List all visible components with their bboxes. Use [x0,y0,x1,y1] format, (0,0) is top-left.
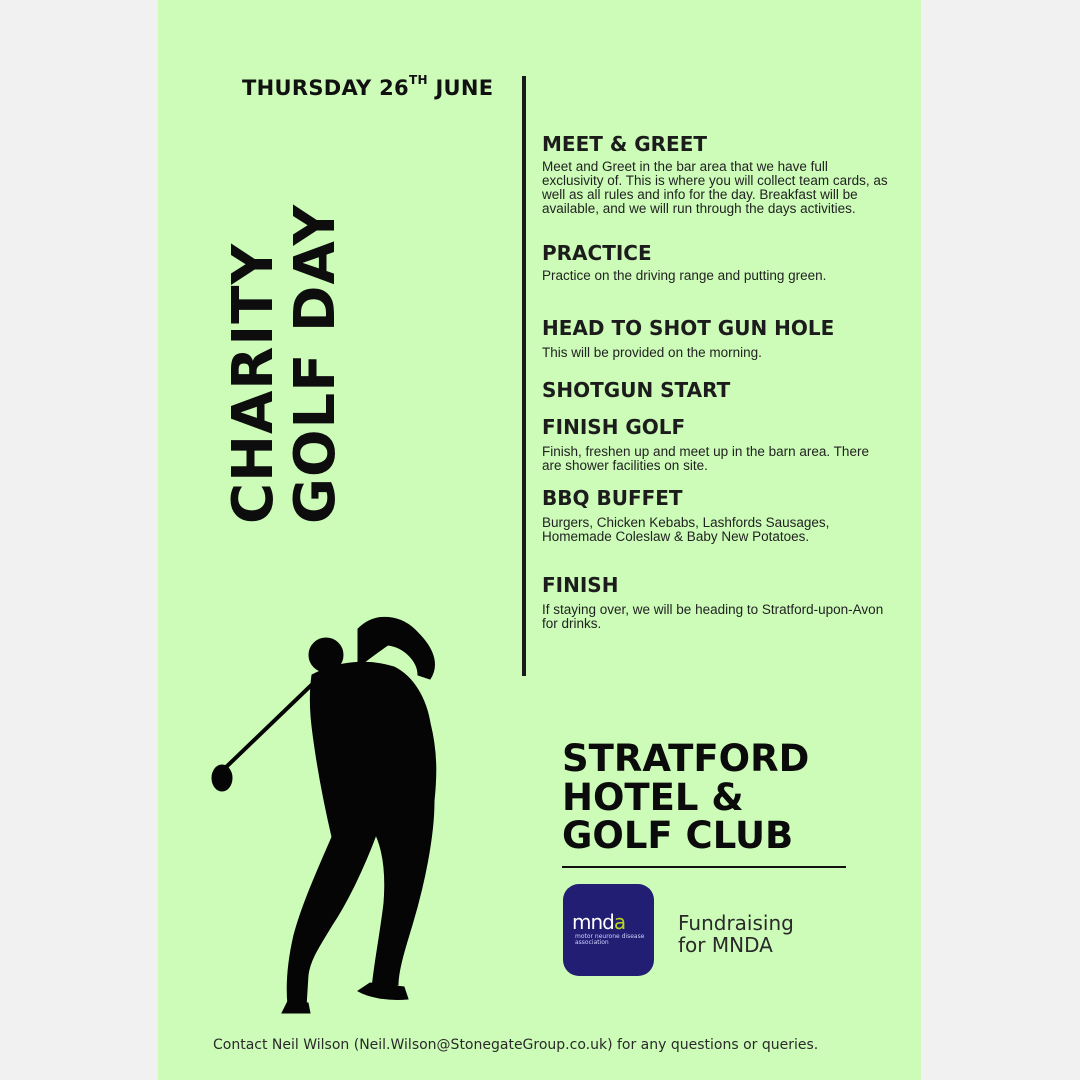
timeline-divider [522,76,526,676]
title-line-2: GOLF DAY [283,203,348,525]
mnda-logo-word: mnda [572,910,626,934]
venue-divider [562,866,846,868]
schedule-description: Practice on the driving range and putting green. [542,268,827,283]
poster [158,0,921,1080]
venue-line-1: STRATFORD [562,737,810,780]
contact-info: Contact Neil Wilson (Neil.Wilson@StonegateGroup.co.uk) for any questions or queries. [213,1037,819,1053]
schedule-title: FINISH [542,573,619,597]
fundraising-text: Fundraising for MNDA [678,911,794,957]
schedule-description: Finish, freshen up and meet up in the barn area. There are shower facilities on site. [542,444,869,473]
venue-line-2: HOTEL & [562,775,744,819]
golfer-silhouette-icon [208,605,458,1015]
schedule-title: HEAD TO SHOT GUN HOLE [542,316,835,340]
venue-line-3: GOLF CLUB [562,814,794,857]
event-title [220,186,350,542]
mnda-logo [563,884,654,976]
schedule-title: FINISH GOLF [542,415,686,439]
schedule-title: MEET & GREET [542,132,708,156]
mnda-logo-subtext: motor neurone disease association [575,933,645,946]
schedule-description: If staying over, we will be heading to Stratford-upon-Avon for drinks. [542,602,884,631]
schedule-title: SHOTGUN START [542,378,731,402]
schedule-description: Meet and Greet in the bar area that we have full exclusivity of. This is where you will collect team cards, as well as all rules and info for the day. Breakfast will be available, and we will run through the days activities. [542,159,888,216]
title-line-1: CHARITY [221,243,286,525]
schedule-description: This will be provided on the morning. [542,345,762,360]
schedule-title: PRACTICE [542,241,652,265]
venue-name [562,737,810,857]
event-date: THURSDAY 26TH JUNE [242,73,494,100]
schedule-title: BBQ BUFFET [542,486,683,510]
schedule-description: Burgers, Chicken Kebabs, Lashfords Sausages, Homemade Coleslaw & Baby New Potatoes. [542,515,830,544]
